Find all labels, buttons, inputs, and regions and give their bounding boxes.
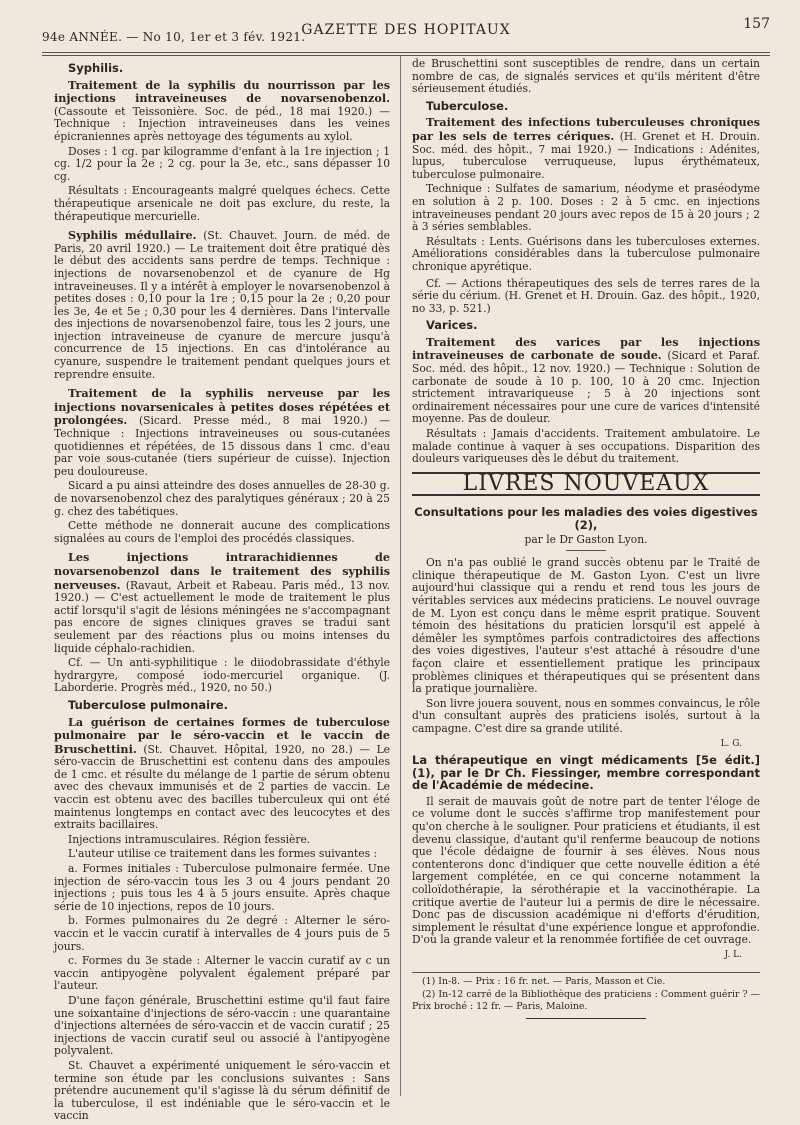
paragraph: c. Formes du 3e stade : Alterner le vaccin curatif av c un vaccin antipyogène polyvalent également préparé par l'auteur. [54, 954, 390, 993]
paragraph: Résultats : Lents. Guérisons dans les tuberculoses externes. Améliorations considérables dans la tuberculose pulmonaire chronique apyrétique. [412, 234, 760, 273]
right-column [412, 58, 760, 1019]
article-title: Les injections intrarachidiennes de novarsenobenzol dans le traitement des syphilis nerveuses. [54, 550, 390, 592]
footnotes [412, 972, 760, 1013]
section-tuberculose-pulmonaire: Tuberculose pulmonaire. [68, 697, 228, 712]
paragraph: Technique : Sulfates de samarium, néodyme et praséodyme en solution à 2 p. 100. Doses : 2 à 5 cmc. en injections intraveineuses pendant 20 jours avec repos de 15 à 20 jours ; 2 à 3 séries semblables. [412, 182, 760, 234]
cross-reference: Cf. — Un anti-syphilitique : le diiodobrassidate d'éthyle hydrargyre, composé iodo-mercuriel organique. (J. Laborderie. Progrès méd., 1920, no 50.) [54, 656, 390, 695]
journal-title: GAZETTE DES HOPITAUX [301, 22, 511, 38]
article-text: Traitement des infections tuberculeuses chroniques par les sels de terres cériques. (H. Grenet et H. Drouin. Soc. méd. des hôpit., 7 mai 1920.) — Indications : Adénites, lupus, tuberculose verruqueuse, lupus érythémateux, tuberculose pulmonaire. [412, 115, 761, 181]
page-number: 157 [743, 16, 770, 32]
article-text: Syphilis médullaire. (St. Chauvet. Journ. de méd. de Paris, 20 avril 1920.) — Le traitement doit être pratiqué dès le début des accidents sans perdre de temps. Technique : injections de novarsenobenzol et de cyanure de Hg intraveineuses. Il y a intérêt à employer le novarsenobenzol à petites doses : 0,10 pour la 1re ; 0,15 pour la 2e ; 0,20 pour les 3e, 4e et 5e ; 0,30 pour les 4 dernières. Dans l'intervalle des injections de novarsenobenzol faire, tous les 2 jours, une injection intraveineuse de cyanure de mercure jusqu'à concurrence de 15 injections. En cas d'intolérance au cyanure, suspendre le traitement pendant quelques jours et reprendre ensuite. [54, 228, 391, 381]
article-title: Traitement des infections tuberculeuses chroniques par les sels de terres cériques. [412, 115, 760, 143]
paragraph: L'auteur utilise ce traitement dans les formes suivantes : [68, 847, 378, 861]
end-ornament [526, 1018, 646, 1019]
section-heading-livres: LIVRES NOUVEAUX [412, 472, 760, 497]
column-separator [400, 56, 401, 1096]
signature: J. L. [724, 950, 742, 960]
article-text: Traitement de la syphilis nerveuse par les injections novarsenicales à petites doses répétées et prolongées. (Sicard. Presse méd., 8 mai 1920.) — Technique : Injections intraveineuses ou sous-cutanées quotidiennes et répétées, de 15 dissous dans 1 cmc. d'eau par voie sous-cutanée (tiers supérieur de cuisse). Injection peu douloureuse. [54, 386, 390, 478]
paragraph: Résultats : Jamais d'accidents. Traitement ambulatoire. Le malade continue à vaquer à ses occupations. Disparition des douleurs variqueuses dès le début du traitement. [412, 427, 760, 466]
article-title: Syphilis médullaire. [68, 228, 197, 243]
divider [566, 550, 606, 551]
left-column [54, 58, 390, 1125]
page-header [42, 8, 770, 48]
paragraph: a. Formes initiales : Tuberculose pulmonaire fermée. Une injection de séro-vaccin tous les 3 ou 4 jours pendant 20 injections ; puis tous les 4 à 5 jours ensuite. Après chaque série de 10 injections, repos de 10 jours. [54, 862, 390, 913]
paragraph: Sicard a pu ainsi atteindre des doses annuelles de 28-30 g. de novarsenobenzol chez des paralytiques généraux ; 20 à 25 g. chez des tabétiques. [54, 479, 390, 518]
paragraph: On n'a pas oublié le grand succès obtenu par le Traité de clinique thérapeutique de M. Gaston Lyon. C'est un livre aujourd'hui classique qui a rendu et rend tous les jours de véritables services aux médecins praticiens. Le nouvel ouvrage de M. Lyon est conçu dans le même esprit pratique. Souvent témoin des hésitations du praticien lorsqu'il est appelé à démêler les symptômes parfois contradictoires des affections des voies digestives, l'auteur s'est attaché à résoudre d'une façon claire et essentiellement pratique les principaux problèmes cliniques et thérapeutiques qui se présentent dans la pratique journalière. [412, 556, 760, 696]
book-title: La thérapeutique en vingt médicaments [5e édit.] (1), par le Dr Ch. Fiessinger, membre correspondant de l'Académie de médecine. [412, 753, 760, 793]
paragraph: St. Chauvet a expérimenté uniquement le séro-vaccin et termine son étude par les conclusions suivantes : Sans prétendre aucunement qu'il s'agisse là du sérum définitif de la tuberculose, il est indéniable que le séro-vaccin et le vaccin [54, 1058, 390, 1123]
article-title: La guérison de certaines formes de tuberculose pulmonaire par le séro-vaccin et le vaccin de Bruschettini. [54, 714, 390, 756]
signature: L. G. [720, 738, 742, 749]
paragraph: Injections intramusculaires. Région fessière. [68, 832, 311, 846]
article-text: La guérison de certaines formes de tuberculose pulmonaire par le séro-vaccin et le vaccin de Bruschettini. (St. Chauvet. Hôpital, 1920, no 28.) — Le séro-vaccin de Bruschettini est contenu dans des ampoules de 1 cmc. et résulte du mélange de 1 partie de sérum obtenu avec des chevaux immunisés et de 2 parties de vaccin. Le vaccin est obtenu avec des bacilles tuberculeux qui ont été maintenus longtemps en contact avec des leucocytes et des extraits bacillaires. [54, 714, 390, 832]
paragraph: Il serait de mauvais goût de notre part de tenter l'éloge de ce volume dont le succès s'affirme trop manifestement pour qu'on cherche à le souligner. Pour praticiens et étudiants, il est devenu classique, d'autant qu'il renferme beaucoup de notions que l'école dédaigne de fournir à ses élèves. Nous nous contenterons donc d'indiquer que cette nouvelle édition a été largement complétée, en ce qui concerne notamment la colloïdothérapie, la sérothérapie et la vaccinothérapie. La critique avertie de l'auteur lui a permis de dire le nécessaire. Donc pas de discussion académique ni d'efforts d'érudition, simplement le résultat d'une expérience longue et approfondie. D'où la grande valeur et la renommée fortifiée de cet ouvrage. [412, 794, 760, 947]
article-text: Les injections intrarachidiennes de novarsenobenzol dans le traitement des syphilis nerveuses. (Ravaut, Arbeit et Rabeau. Paris méd., 13 nov. 1920.) — C'est actuellement le mode de traitement le plus actif lorsqu'il s'agit de lésions méningées ne s'accompagnant pas encore de signes cliniques graves se tradui sant seulement par des réactions plus ou moins intenses du liquide céphalo-rachidien. [54, 550, 390, 655]
article-text: Traitement de la syphilis du nourrisson par les injections intraveineuses de novarsenobenzol. (Cassoute et Teissonière. Soc. de péd., 18 mai 1920.) — Technique : Injection intraveineuses dans les veines épicraniennes après nettoyage des téguments au xylol. [54, 77, 390, 143]
article-title: Traitement de la syphilis nerveuse par les injections novarsenicales à petites doses répétées et prolongées. [54, 386, 390, 428]
paragraph: Doses : 1 cg. par kilogramme d'enfant à la 1re injection ; 1 cg. 1/2 pour la 2e ; 2 cg. pour la 3e, etc., sans dépasser 10 cg. [54, 144, 390, 183]
paragraph: Son livre jouera souvent, nous en sommes convaincus, le rôle d'un consultant auprès des praticiens isolés, surtout à la campagne. C'est dire sa grande utilité. [412, 696, 760, 735]
footnote: (2) In-12 carré de la Bibliothèque des praticiens : Comment guérir ? — Prix broché : 12 fr. — Paris, Maloine. [412, 989, 760, 1012]
paragraph: b. Formes pulmonaires du 2e degré : Alterner le séro-vaccin et le vaccin curatif à intervalles de 4 jours puis de 5 jours. [54, 914, 390, 953]
paragraph: D'une façon générale, Bruschettini estime qu'il faut faire une soixantaine d'injections de séro-vaccin : une quarantaine d'injections alternées de séro-vaccin et de vaccin curatif ; 25 injections de vaccin curatif seul ou associé à l'antipyogène polyvalent. [54, 993, 390, 1058]
article-text: Traitement des varices par les injections intraveineuses de carbonate de soude. (Sicard et Paraf. Soc. méd. des hôpit., 12 nov. 1920.) — Technique : Solution de carbonate de soude à 10 p. 100, 10 à 20 cmc. Injection strictement intravariqueuse ; 5 à 20 injections sont ordinairement nécessaires pour une cure de varices d'intensité moyenne. Pas de douleur. [412, 334, 760, 426]
paragraph: Résultats : Encourageants malgré quelques échecs. Cette thérapeutique arsenicale ne doit pas exclure, du reste, la thérapeutique mercurielle. [54, 184, 390, 223]
book-title: Consultations pour les maladies des voies digestives (2), [414, 505, 758, 532]
article-title: Traitement des varices par les injections intraveineuses de carbonate de soude. [412, 334, 760, 363]
section-tuberculose: Tuberculose. [426, 98, 509, 113]
header-rule [42, 52, 770, 56]
article-title: Traitement de la syphilis du nourrisson par les injections intraveineuses de novarsenobenzol. [54, 77, 390, 106]
book-author: par le Dr Gaston Lyon. [524, 532, 648, 546]
footnote: (1) In-8. — Prix : 16 fr. net. — Paris, Masson et Cie. [422, 975, 666, 987]
paragraph: de Bruschettini sont susceptibles de rendre, dans un certain nombre de cas, de signalés services et qu'ils méritent d'être sérieusement étudiés. [412, 57, 760, 96]
cross-reference: Cf. — Actions thérapeutiques des sels de terres rares de la série du cérium. (H. Grenet et H. Drouin. Gaz. des hôpit., 1920, no 33, p. 521.) [412, 276, 760, 315]
issue-line: 94e ANNÉE. — No 10, 1er et 3 fév. 1921. [42, 30, 306, 44]
paragraph: Cette méthode ne donnerait aucune des complications signalées au cours de l'emploi des procédés classiques. [54, 519, 390, 545]
section-varices: Varices. [426, 318, 478, 333]
section-syphilis: Syphilis. [68, 61, 124, 75]
